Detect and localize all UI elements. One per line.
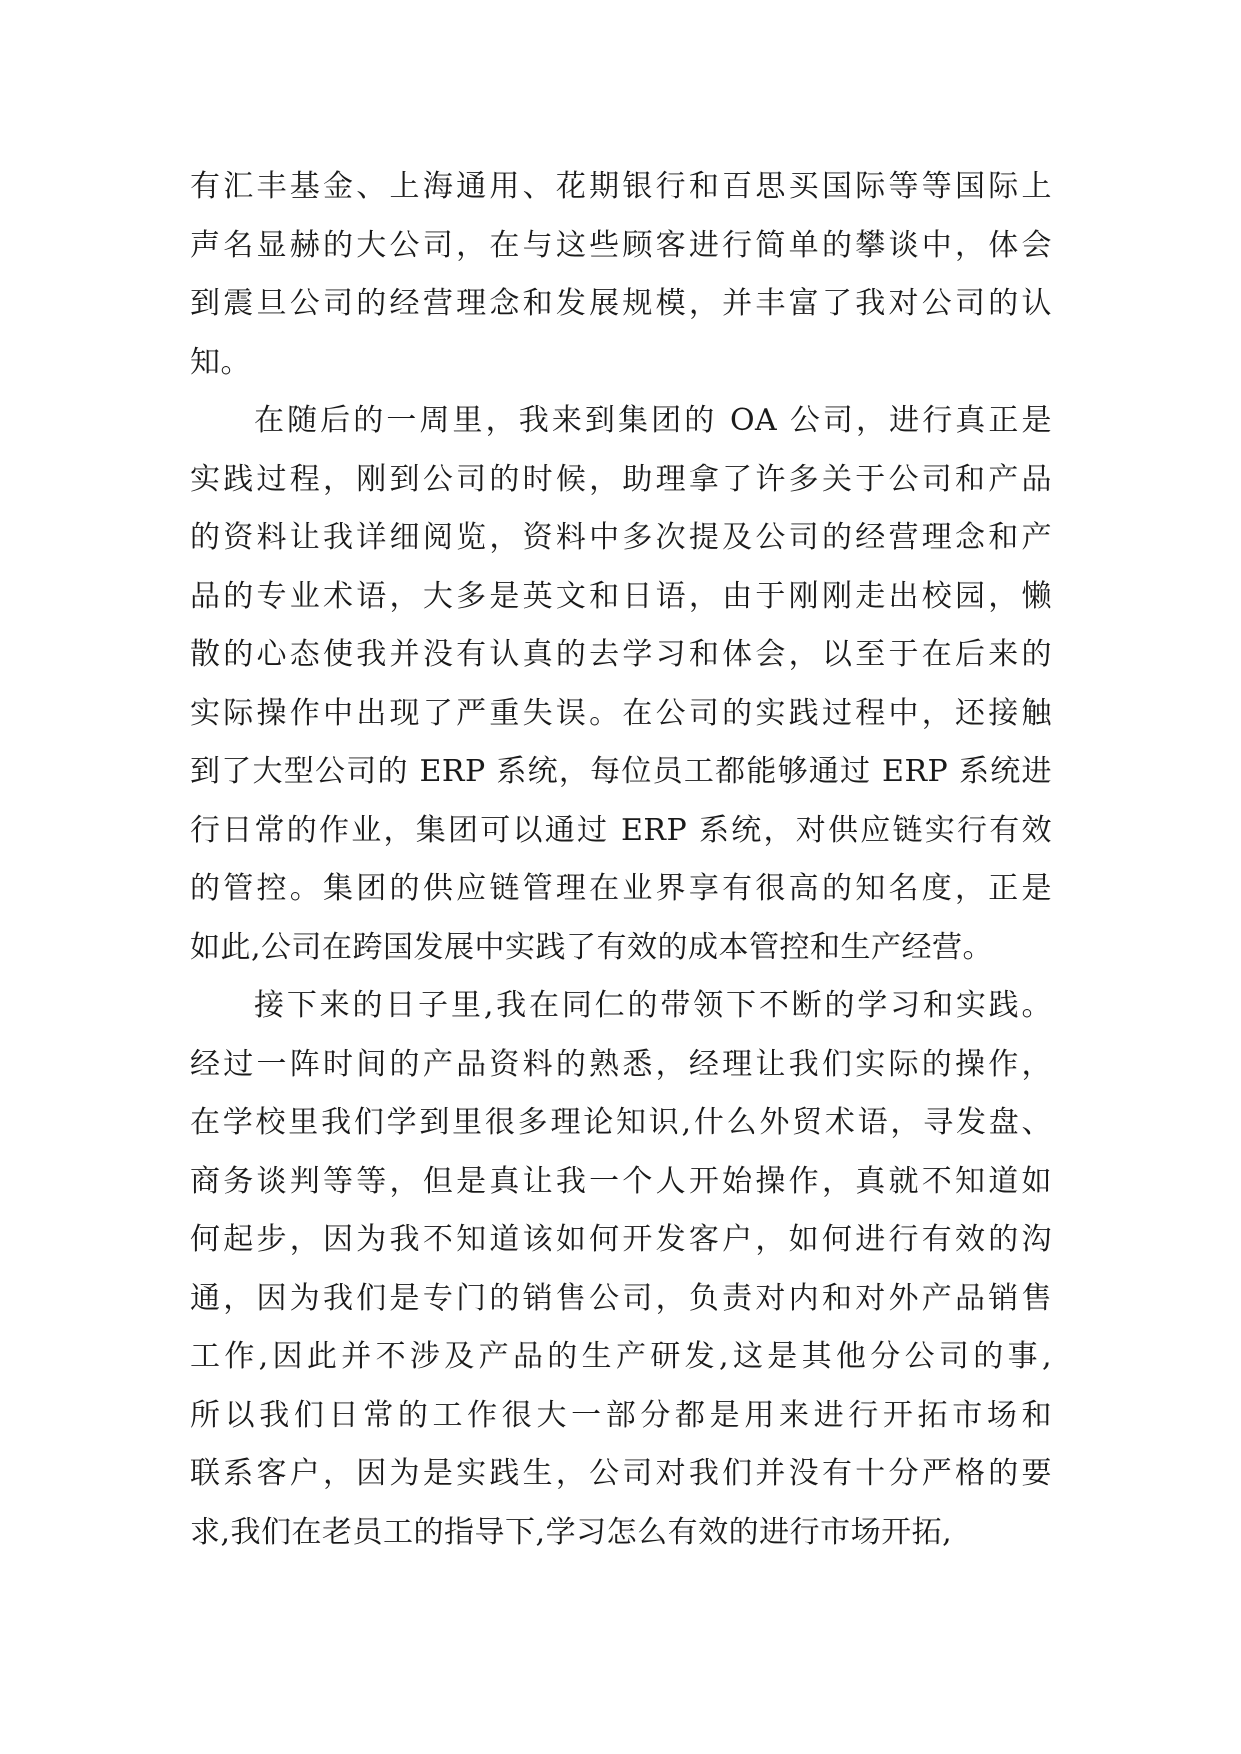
text-line: 的管控。集团的供应链管理在业界享有很高的知名度，正是: [190, 871, 1052, 906]
text-line: 接下来的日子里,我在同仁的带领下不断的学习和实践。: [254, 988, 1052, 1023]
paragraph-1: [190, 158, 1052, 392]
text-line: 散的心态使我并没有认真的去学习和体会，以至于在后来的: [190, 637, 1052, 672]
text-line: 声名显赫的大公司，在与这些顾客进行简单的攀谈中，体会: [190, 227, 1052, 263]
text-line: 有汇丰基金、上海通用、花期银行和百思买国际等等国际上: [190, 169, 1052, 204]
text-line: 实践过程，刚到公司的时候，助理拿了许多关于公司和产品: [190, 461, 1052, 497]
text-line: 通，因为我们是专门的销售公司，负责对内和对外产品销售: [190, 1280, 1052, 1316]
text-line: 的资料让我详细阅览，资料中多次提及公司的经营理念和产: [190, 520, 1052, 555]
text-line: 经过一阵时间的产品资料的熟悉，经理让我们实际的操作，: [190, 1046, 1052, 1082]
text-line: 在随后的一周里，我来到集团的 OA 公司，进行真正是: [254, 403, 1052, 438]
text-line: 求,我们在老员工的指导下,学习怎么有效的进行市场开拓,: [190, 1514, 953, 1550]
paragraph-3: [190, 977, 1052, 1562]
text-line: 行日常的作业，集团可以通过 ERP 系统，对供应链实行有效: [190, 812, 1052, 848]
text-line: 何起步，因为我不知道该如何开发客户，如何进行有效的沟: [190, 1222, 1052, 1257]
text-line: 到震旦公司的经营理念和发展规模，并丰富了我对公司的认: [190, 286, 1052, 321]
text-line: 知。: [190, 344, 251, 380]
text-line: 品的专业术语，大多是英文和日语，由于刚刚走出校园，懒: [190, 578, 1052, 614]
paragraph-2: [190, 392, 1052, 977]
text-line: 工作,因此并不涉及产品的生产研发,这是其他分公司的事,: [190, 1339, 1052, 1374]
text-line: 实际操作中出现了严重失误。在公司的实践过程中，还接触: [190, 695, 1052, 731]
text-line: 商务谈判等等，但是真让我一个人开始操作，真就不知道如: [190, 1163, 1052, 1199]
body-text: [190, 158, 1052, 1562]
text-line: 如此,公司在跨国发展中实践了有效的成本管控和生产经营。: [190, 929, 994, 965]
text-line: 到了大型公司的 ERP 系统，每位员工都能够通过 ERP 系统进: [190, 754, 1052, 789]
text-line: 联系客户，因为是实践生，公司对我们并没有十分严格的要: [190, 1456, 1052, 1491]
text-line: 所以我们日常的工作很大一部分都是用来进行开拓市场和: [190, 1397, 1052, 1433]
text-line: 在学校里我们学到里很多理论知识,什么外贸术语，寻发盘、: [190, 1105, 1052, 1140]
